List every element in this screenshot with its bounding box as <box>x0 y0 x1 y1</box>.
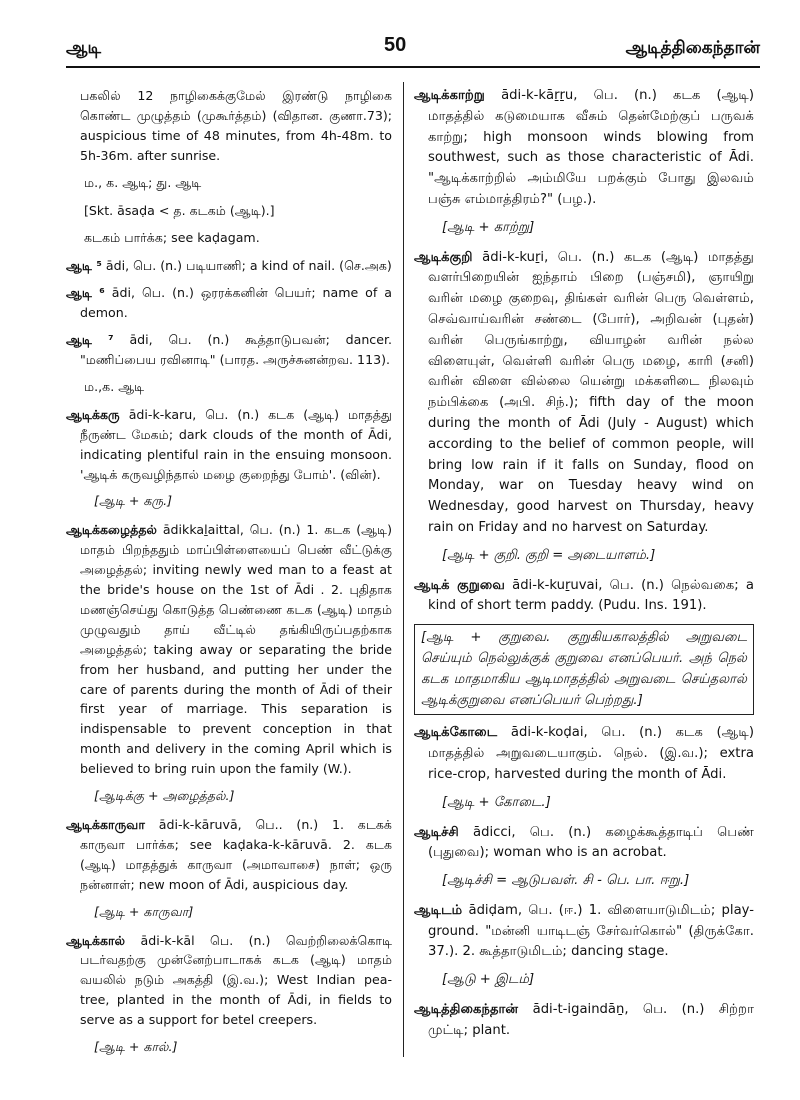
headword: ஆடி ⁵ <box>66 258 102 274</box>
left-column <box>66 86 392 1066</box>
cognate-note: [Skt. āsaḍa < த. கடகம் (ஆடி).] <box>84 202 275 218</box>
entry-definition: ādi-k-kuṟuvai, பெ. (n.) நெல்வகை; a kind of short term paddy. (Pudu. Ins. 191). <box>428 577 754 614</box>
entry-definition: ādiḍam, பெ. (ஈ.) 1. விளையாடுமிடம்; play-ground. "மன்னி யாடிடஞ் சேர்வர்கொல்" (திருக்கோ. 37.). 2. கூத்தாடுமிடம்; dancing stage. <box>428 902 754 960</box>
entry-definition: ādi, பெ. (n.) ஒரரக்கனின் பெயர்; name of a demon. <box>80 285 392 321</box>
headword: ஆடிக்காருவா <box>66 817 145 832</box>
dictionary-entry <box>414 576 754 618</box>
headword: ஆடி ⁷ <box>66 332 114 348</box>
header-left-guide-word: ஆடி <box>66 38 102 58</box>
headword: ஆடிக் குறுவை <box>414 577 505 593</box>
dictionary-entry <box>414 1000 754 1042</box>
headword: ஆடிச்சி <box>414 824 459 840</box>
entry-definition: ādi-k-kāruvā, பெ.. (n.) 1. கடகக் காருவா பார்க்க; see kaḍaka-k-kāruvā. 2. கடக (ஆடி) மாதத்துக் காருவா (அமாவாசை) நாள்; ஒரு நன்னாள்; new moon of Ādi, auspicious day. <box>80 817 392 892</box>
etymology-note: [ஆடி + குறி. குறி = அடையாளம்.] <box>442 547 656 563</box>
page-header <box>66 34 760 78</box>
cognate-note: ம., க. ஆடி; து. ஆடி <box>84 174 202 190</box>
etymology-note: [ஆடிக்கு + அழைத்தல்.] <box>94 788 235 804</box>
headword: ஆடிக்குறி <box>414 249 473 265</box>
etymology-note: [ஆடி + கால்.] <box>94 1039 178 1055</box>
dictionary-entry <box>66 405 392 485</box>
header-right-guide-word: ஆடித்திகைந்தான் <box>625 38 760 58</box>
entry-definition: ādicci, பெ. (n.) கழைக்கூத்தாடிப் பெண் (புதுவை); woman who is an acrobat. <box>428 824 754 861</box>
etymology-note: [ஆடி + கரு.] <box>94 493 173 509</box>
entry-definition: ādi, பெ. (n.) படியாணி; a kind of nail. (செ.அக) <box>105 258 392 274</box>
cognate-note: கடகம் பார்க்க; see kaḍagam. <box>84 230 260 246</box>
definition-continuation: பகலில் 12 நாழிகைக்குமேல் இரண்டு நாழிகை கொண்ட முழுத்தம் (முகூர்த்தம்) (விதான. குணா.73); auspicious time of 48 minutes, from 4h-48m. to 5h-36m. after sunrise. <box>80 88 392 163</box>
dictionary-entry <box>414 723 754 785</box>
dictionary-entry <box>66 815 392 895</box>
entry-definition: ādikkaḻaittal, பெ. (n.) 1. கடக (ஆடி) மாதம் பிறந்ததும் மாப்பிள்ளையைப் பெண் வீட்டுக்கு அழைத்தல்; inviting newly wed man to a feast at the bride's house on the 1st of Ādi . 2. புதிதாக மணஞ்செய்து கொடுத்த பெண்ணை கடக (ஆடி) மாதம் முழுவதும் தாய் வீட்டில் தங்கியிருப்பதற்காக அழைத்தல்; taking away or separating the bride from her husband, and putting her under the care of parents during the month of Ādi of their first year of marriage. This separation is indispensable to prevent conception in that month and delivery in the coming April which is believed to bring ruin upon the family (W.). <box>80 522 392 777</box>
entry-definition: ādi-t-igaindāṉ, பெ. (n.) சிற்றா முட்டி; plant. <box>428 1002 754 1038</box>
entry-definition: ādi-k-kāṟṟu, பெ. (n.) கடக (ஆடி) மாதத்தில் கடுமையாக வீசும் தென்மேற்குப் பருவக் காற்று; high monsoon winds blowing from southwest, such as those characteristic of Ādi. "ஆடிக்காற்றில் அம்மியே பறக்கும் போது இலவம் பஞ்சு எம்மாத்திரம்?" (பழ.). <box>428 88 754 207</box>
entry-definition: ādi-k-koḍai, பெ. (n.) கடக (ஆடி) மாதத்தில் அறுவடையாகும். நெல். (இ.வ.); extra rice-crop, harvested during the month of Ādi. <box>428 725 754 782</box>
page-number: 50 <box>384 34 407 56</box>
etymology-note: [ஆடு + இடம்] <box>442 972 535 988</box>
headword: ஆடிடம் <box>414 902 463 918</box>
header-rule <box>66 66 760 68</box>
headword: ஆடிக்கோடை <box>414 725 498 741</box>
headword: ஆடி ⁶ <box>66 285 105 301</box>
dictionary-entry <box>414 901 754 963</box>
etymology-note: [ஆடி + காற்று] <box>442 219 535 235</box>
etymology-note: [ஆடி + கோடை.] <box>442 794 551 810</box>
boxed-etymology-note: [ஆடி + குறுவை. குறுகியகாலத்தில் அறுவடை செய்யும் நெல்லுக்குக் குறுவை எனப்பெயர். அந் நெல் கடக மாதமாகிய ஆடிமாதத்தில் அறுவடை செய்தலால் ஆடிக்குறுவை எனப்பெயர் பெற்றது.] <box>414 624 754 715</box>
headword: ஆடிக்கழைத்தல் <box>66 522 157 538</box>
dictionary-entry <box>414 823 754 865</box>
etymology-note: [ஆடி + காருவா] <box>94 903 194 919</box>
dictionary-entry <box>66 283 392 323</box>
dictionary-entry <box>66 520 392 779</box>
dictionary-entry <box>414 86 754 211</box>
etymology-note: [ஆடிச்சி = ஆடுபவள். சி - பெ. பா. ஈறு.] <box>442 873 690 889</box>
entry-definition: ādi, பெ. (n.) கூத்தாடுபவன்; dancer. "மணிப்பைய ரவினாடி" (பாரத. அருச்சுனன்றவ. 113). <box>80 332 392 367</box>
entry-definition: ādi-k-karu, பெ. (n.) கடக (ஆடி) மாதத்து நீருண்ட மேகம்; dark clouds of the month of Ādi, indicating plentiful rain in the ensuing monsoon. 'ஆடிக் கருவழிந்தால் மழை குறைந்து போம்'. (வின்). <box>80 406 392 482</box>
column-divider <box>403 82 404 1057</box>
dictionary-entry <box>66 330 392 370</box>
entry-definition: ādi-k-kāl பெ. (n.) வெற்றிலைக்கொடி படர்வதற்கு முன்னேற்பாடாகக் கடக (ஆடி) மாதம் வயலில் நடும் அகத்தி (இ.வ.); West Indian pea-tree, planted in the month of Ādi, in fields to serve as a support for betel creepers. <box>80 932 392 1028</box>
dictionary-entry <box>66 256 392 276</box>
cognate-note: ம.,க. ஆடி <box>84 378 145 394</box>
headword: ஆடிக்கால் <box>66 932 126 948</box>
headword: ஆடிக்கரு <box>66 406 120 422</box>
headword: ஆடித்திகைந்தான் <box>414 1002 519 1018</box>
entry-definition: ādi-k-kuṟi, பெ. (n.) கடக (ஆடி) மாதத்து வளர்பிறையின் ஐந்தாம் பிறை (பஞ்சமி), ஞாயிறு வரின் மழை குறைவு, திங்கள் வரின் பெரு வெள்ளம், செவ்வாய்வரின் சண்டை (போர்), அறிவன் (புதன்) வரின் பெருங்காற்று, வியாழன் வரின் நல்ல விளையுள், வெள்ளி வரின் பெரு மழை, காரி (சனி) வரின் விளை வில்லை யென்று மக்களிடை நிலவும் நம்பிக்கை (அபி. சிந்.); fifth day of the moon during the month of Ādi (July - August) which according to the belief of common people, will bring low rain if it falls on Sunday, flood on Monday, war on Tuesday heavy wind on Wednesday, good harvest on Thursday, heavy rain on Friday and no harvest on Saturday. <box>428 249 754 535</box>
dictionary-entry <box>414 248 754 539</box>
headword: ஆடிக்காற்று <box>414 88 485 103</box>
dictionary-entry <box>66 931 392 1031</box>
right-column <box>414 86 754 1049</box>
